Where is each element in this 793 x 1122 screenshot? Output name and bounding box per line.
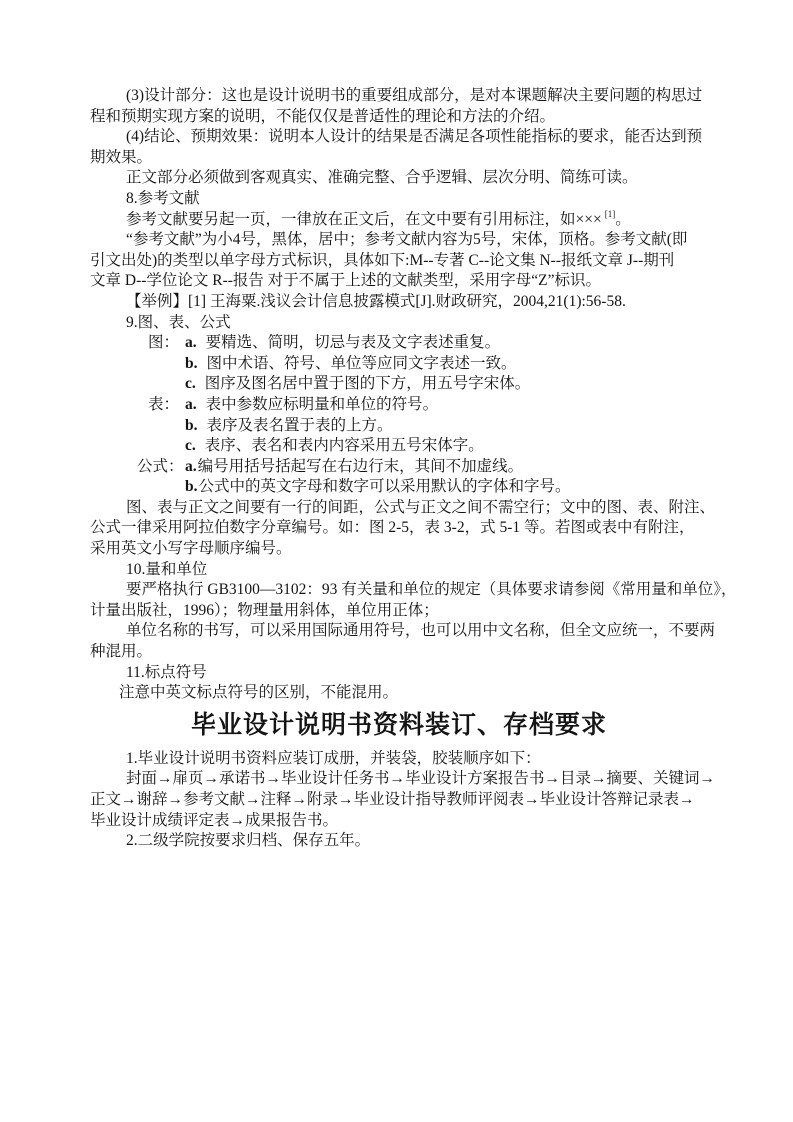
list-label-table: 表： <box>148 395 180 413</box>
citation-example-line: 【举例】[1] 王海粟.浅议会计信息披露模式[J].财政研究，2004,21(1):56-58. <box>126 292 626 310</box>
list-text: 公式中的英文字母和数字可以采用默认的字体和字号。 <box>198 478 571 496</box>
list-text: 图序及图名居中置于图的下方，用五号字宋体。 <box>204 375 531 393</box>
list-item-table-b <box>90 416 708 437</box>
paragraph-line: 引文出处)的类型以单字母方式标识，具体如下:M--专著 C--论文集 N--报纸文章 J--期刊 <box>90 251 675 269</box>
list-item-figure-c <box>90 374 708 395</box>
list-marker: b. <box>185 478 198 496</box>
list-marker: a. <box>185 395 197 413</box>
paragraph-line: 文章 D--学位论文 R--报告 对于不属于上述的文献类型，采用字母“Z”标识。 <box>90 272 602 290</box>
paragraph-line: 单位名称的书写，可以采用国际通用符号，也可以用中文名称，但全文应统一，不要两 <box>126 622 716 640</box>
list-marker: c. <box>185 437 196 455</box>
list-text: 表中参数应标明量和单位的符号。 <box>205 395 439 413</box>
list-marker: a. <box>185 457 197 475</box>
list-text: 要精选、简明，切忌与表及文字表述重复。 <box>205 334 501 352</box>
paragraph-line: 程和预期实现方案的说明，不能仅仅是普适性的理论和方法的介绍。 <box>90 107 556 125</box>
paragraph-line: “参考文献”为小4号，黑体，居中；参考文献内容为5号，宋体，顶格。参考文献(即 <box>126 231 688 249</box>
list-text: 表序、表名和表内内容采用五号宋体字。 <box>204 437 484 455</box>
list-marker: c. <box>185 375 196 393</box>
list-item-formula-b <box>90 477 708 498</box>
list-item-table-c <box>90 436 708 457</box>
paragraph-line: (3)设计部分：这也是设计说明书的重要组成部分，是对本课题解决主要问题的构思过 <box>126 87 703 104</box>
list-item-figure-b <box>90 354 708 375</box>
section-heading-quantities-units: 10.量和单位 <box>126 560 208 578</box>
section-heading-punctuation: 11.标点符号 <box>126 663 207 681</box>
section-heading-references: 8.参考文献 <box>126 189 200 207</box>
citation-superscript: [1] <box>604 209 616 220</box>
list-text: 编号用括号括起写在右边行末，其间不加虚线。 <box>197 457 524 475</box>
paragraph-line: 期效果。 <box>90 148 153 166</box>
document-title-binding-requirements: 毕业设计说明书资料装订、存档要求 <box>190 711 607 739</box>
list-marker: a. <box>185 334 197 352</box>
line-text: 。 <box>615 210 631 228</box>
list-text: 表序及表名置于表的上方。 <box>206 416 393 434</box>
paragraph-line: 毕业设计成绩评定表→成果报告书。 <box>90 811 339 829</box>
paragraph-line: 注意中英文标点符号的区别，不能混用。 <box>119 684 399 702</box>
list-item-figure-a <box>90 333 708 354</box>
paragraph-line: 正文部分必须做到客观真实、准确完整、合乎逻辑、层次分明、简练可读。 <box>126 169 638 187</box>
paragraph-line: 计量出版社，1996）；物理量用斜体，单位用正体； <box>90 601 439 619</box>
document-body <box>90 86 737 852</box>
paragraph-line: (4)结论、预期效果：说明本人设计的结果是否满足各项性能指标的要求，能否达到预 <box>126 128 703 146</box>
list-item-formula-a <box>90 457 708 478</box>
paragraph-line: 要严格执行 GB3100—3102：93 有关量和单位的规定（具体要求请参阅《常用量和单位》， <box>126 581 737 599</box>
line-text: 参考文献要另起一页，一律放在正文后，在文中要有引用标注，如××× <box>126 210 602 228</box>
paragraph-line: 1.毕业设计说明书资料应装订成册，并装袋，胶装顺序如下： <box>126 749 541 767</box>
list-label-formula: 公式： <box>137 457 184 475</box>
list-item-table-a <box>90 395 708 416</box>
paragraph-line: 图、表与正文之间要有一行的间距，公式与正文之间不需空行；文中的图、表、附注、 <box>126 498 716 516</box>
paragraph-line <box>90 210 708 231</box>
list-text: 图中术语、符号、单位等应同文字表述一致。 <box>206 354 517 372</box>
section-heading-figures-tables-formulas: 9.图、表、公式 <box>126 313 231 331</box>
paragraph-line: 正文→谢辞→参考文献→注释→附录→毕业设计指导教师评阅表→毕业设计答辩记录表→ <box>90 791 695 808</box>
paragraph-line: 封面→扉页→承诺书→毕业设计任务书→毕业设计方案报告书→目录→摘要、关键词→ <box>126 770 716 788</box>
list-marker: b. <box>185 354 198 372</box>
list-marker: b. <box>185 416 198 434</box>
paragraph-line: 2.二级学院按要求归档、保存五年。 <box>126 832 371 850</box>
paragraph-line: 公式一律采用阿拉伯数字分章编号。如：图 2-5，表 3-2，式 5-1 等。若图或表中有附注， <box>90 519 695 537</box>
paragraph-line: 种混用。 <box>90 643 153 661</box>
list-label-figure: 图： <box>148 334 180 352</box>
paragraph-line: 采用英文小写字母顺序编号。 <box>90 540 292 558</box>
